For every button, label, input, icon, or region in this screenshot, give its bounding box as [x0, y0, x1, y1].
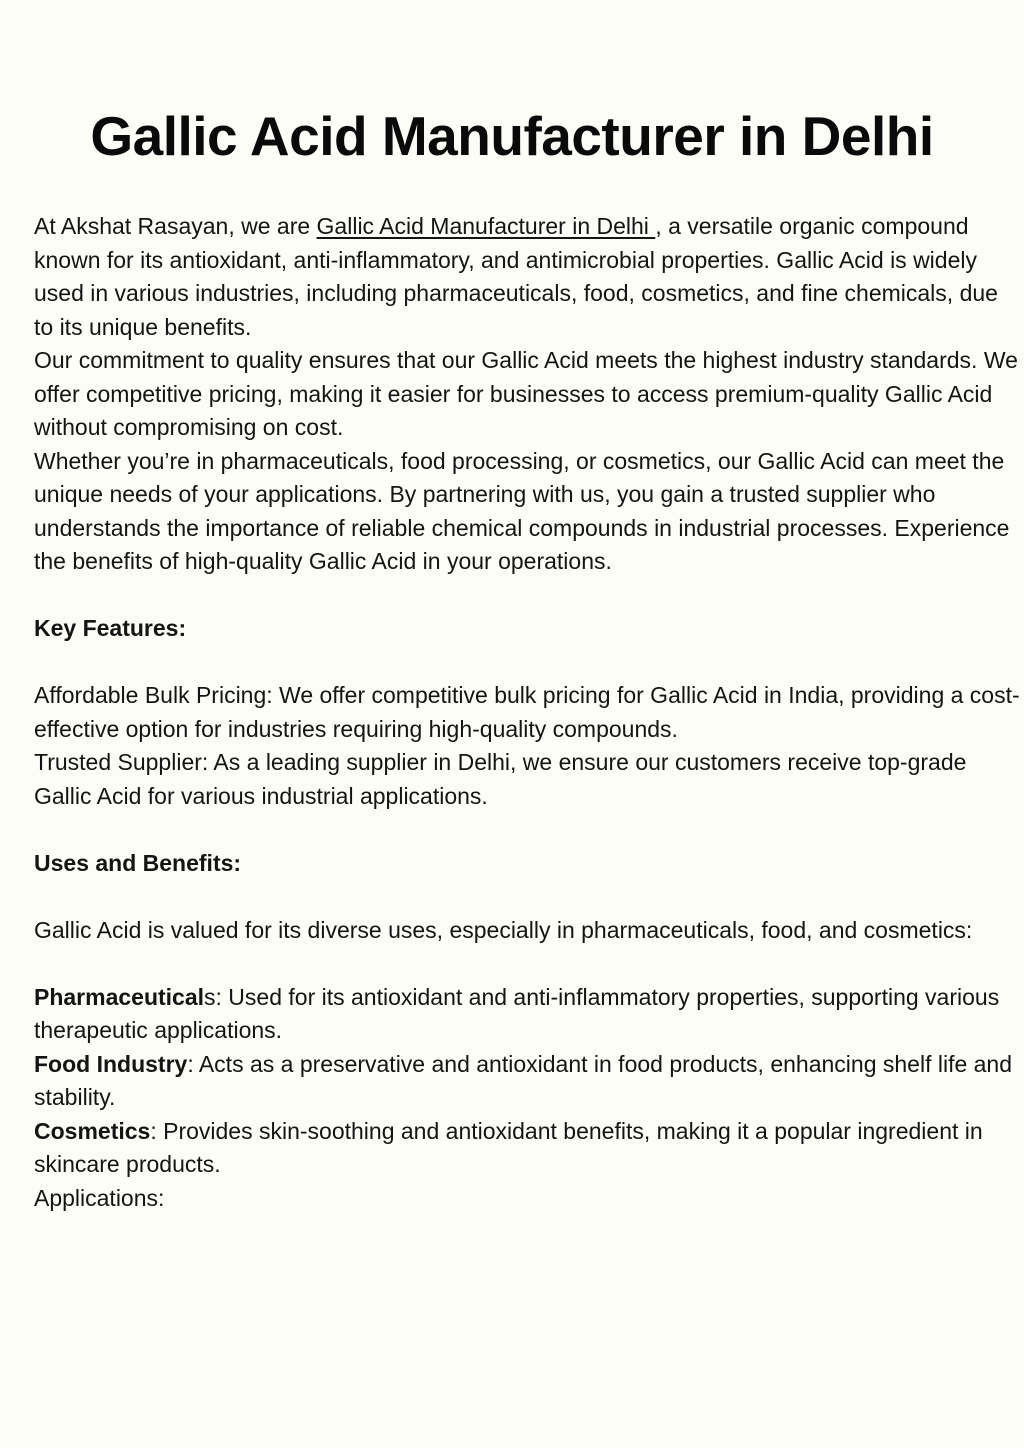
use-item-food-industry [34, 1048, 1020, 1115]
key-feature-item: Trusted Supplier: As a leading supplier in Delhi, we ensure our customers receive top-grade Gallic Acid for various industrial applications. [34, 749, 967, 809]
use-item-description: s: Used for its antioxidant and anti-inflammatory properties, supporting various therapeutic applications. [34, 983, 1000, 1043]
quality-paragraph: Our commitment to quality ensures that our Gallic Acid meets the highest industry standards. We offer competitive pricing, making it easier for businesses to access premium-quality Gallic Acid without compromising on cost. [34, 347, 1018, 440]
key-features-heading: Key Features: [34, 615, 187, 641]
use-item-label: Food Industry [34, 1050, 188, 1077]
uses-benefits-heading: Uses and Benefits: [34, 849, 242, 876]
intro-text-after-link: , a versatile organic compound known for its antioxidant, anti-inflammatory, and antimicrobial properties. Gallic Acid is widely used in various industries, including pharmaceuticals, food, cosmetics, and fine chemicals, due to its unique benefits. [34, 213, 998, 340]
use-item-label: Pharmaceutical [34, 983, 205, 1010]
spacer [34, 646, 1020, 680]
page-title: Gallic Acid Manufacturer in Delhi [90, 105, 934, 167]
manufacturer-link[interactable]: Gallic Acid Manufacturer in Delhi [316, 213, 656, 239]
document-body [34, 210, 1020, 1215]
use-item-description: : Acts as a preservative and antioxidant in food products, enhancing shelf life and stability. [34, 1050, 1013, 1110]
spacer [34, 880, 1020, 914]
spacer [34, 947, 1020, 981]
intro-paragraph [34, 210, 1020, 344]
partner-paragraph: Whether you’re in pharmaceuticals, food processing, or cosmetics, our Gallic Acid can meet the unique needs of your applications. By partnering with us, you gain a trusted supplier who understands the importance of reliable chemical compounds in industrial processes. Experience the benefits of high-quality Gallic Acid in your operations. [34, 447, 1010, 574]
spacer [34, 813, 1020, 847]
use-item-label: Cosmetics [34, 1117, 151, 1144]
spacer [34, 579, 1020, 613]
use-item-cosmetics [34, 1115, 1020, 1182]
key-feature-item: Affordable Bulk Pricing: We offer competitive bulk pricing for Gallic Acid in India, providing a cost-effective option for industries requiring high-quality compounds. [34, 682, 1020, 742]
use-item-description: : Provides skin-soothing and antioxidant benefits, making it a popular ingredient in skincare products. [34, 1117, 983, 1177]
uses-intro-paragraph: Gallic Acid is valued for its diverse uses, especially in pharmaceuticals, food, and cosmetics: [34, 916, 973, 943]
applications-label: Applications: [34, 1184, 165, 1211]
use-item-pharmaceuticals [34, 981, 1020, 1048]
intro-text-before-link: At Akshat Rasayan, we are [34, 213, 317, 239]
